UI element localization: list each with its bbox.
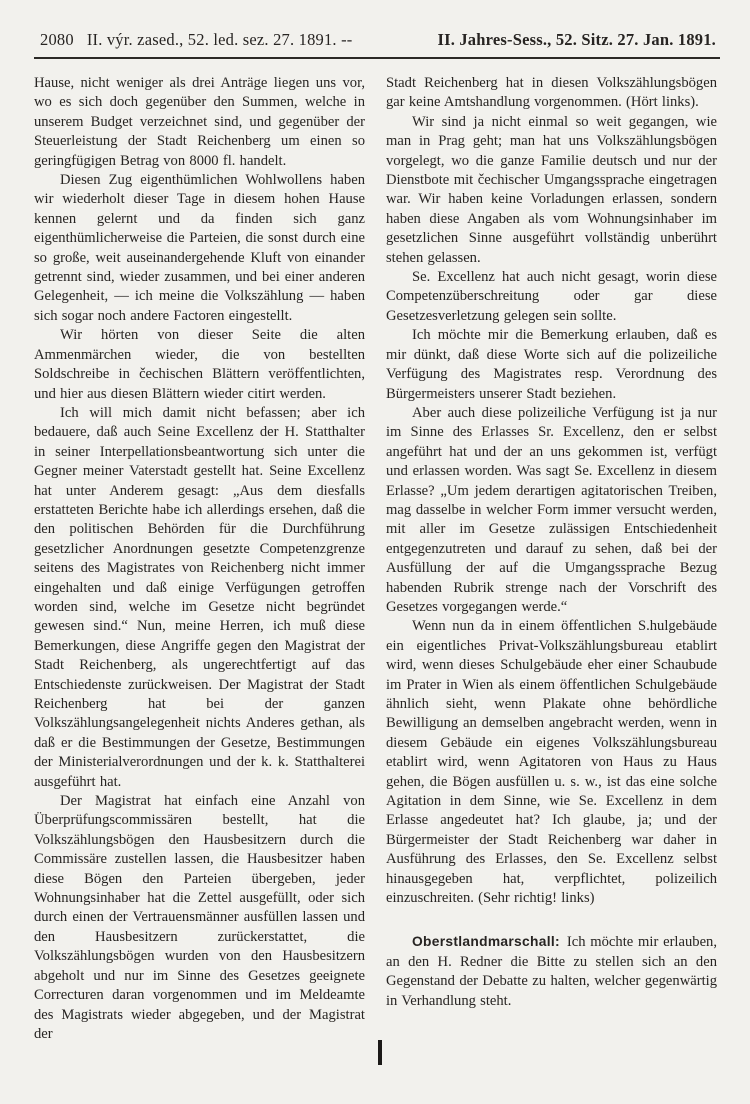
right-column bbox=[386, 74, 717, 1044]
speaker-label: Oberstlandmarschall: bbox=[412, 934, 560, 950]
paragraph: Ich will mich damit nicht befassen; aber ich bedauere, daß auch Seine Excellenz der H. Statthalter in seiner Interpellationsbeantwortung sich unter die Gegner meiner Vaterstadt gestellt hat. Seine Excellenz hat unter Anderem gesagt: „Aus dem diesfalls erstatteten Berichte habe ich allerdings ersehen, daß die den politischen Behörden für die Durchführung gesetzlicher Anordnungen gesetzte Competenzgrenze seitens des Magistrates von Reichenberg nicht immer eingehalten und daß einige Verfügungen getroffen worden sind, welche im Gesetze nicht begründet gewesen sind.“ Nun, meine Herren, ich muß diese Bemerkungen, diese Angriffe gegen den Magistrat der Stadt Reichenberg, als ungerechtfertigt auf das Entschiedenste zurückweisen. Der Magistrat der Stadt Reichenberg hat bei der ganzen Volkszählungsangelegenheit nichts Anderes gethan, als daß er die Bestimmungen der Gesetze, Bestimmungen der Ministerialverordnungen und der k. k. Statthalterei ausgeführt hat. bbox=[34, 404, 365, 790]
paragraph: Se. Excellenz hat auch nicht gesagt, worin diese Competenzüberschreitung oder gar diese Gesetzesverletzung gelegen sein sollte. bbox=[386, 269, 717, 324]
header-german-session: II. Jahres-Sess., 52. Sitz. 27. Jan. 1891. bbox=[437, 30, 716, 49]
paragraph: Der Magistrat hat einfach eine Anzahl von Überprüfungscommissären bestellt, hat die Volkszählungsbögen den Hausbesitzern durch die Commissäre zustellen lassen, die Hausbesitzer haben diese Bögen den Parteien übergeben, jeder Wohnungsinhaber hat die Zettel ausgefüllt, oder sich durch einen der Vertrauensmänner ausfüllen lassen und den Hausbesitzern zurückerstattet, die Volkszählungsbögen wurden von den Hausbesitzern abgeholt und nur im Sinne des Gesetzes geeignete Correcturen daran vorgenommen und im Meldeamte des Magistrats wieder abgegeben, und der Magistrat der bbox=[34, 793, 365, 1042]
paragraph-continuation: Stadt Reichenberg hat in diesen Volkszählungsbögen gar keine Amtshandlung vorgenommen. (Hört links). bbox=[386, 75, 717, 111]
header-czech-session: II. výr. zased., 52. led. sez. 27. 1891. -- bbox=[86, 30, 353, 49]
text-columns bbox=[34, 74, 720, 1044]
page-header bbox=[34, 30, 720, 59]
speaker-text: Ich möchte mir erlauben, an den H. Redner die Bitte zu stellen sich an den Gegenstand der Debatte zu halten, welcher gegenwärtig in Verhandlung steht. bbox=[386, 934, 717, 1009]
paragraph: Diesen Zug eigenthümlichen Wohlwollens haben wir wiederholt dieser Tage in diesem hohen Hause kennen gelernt und da finden sich ganz eigenthümlicherweise die Parteien, die sonst durch eine so große, weit auseinandergehende Kluft von einander getrennt sind, wieder zusammen, und bei einer anderen Gelegenheit, — ich meine die Volkszählung — haben sich sogar noch andere Factoren eingestellt. bbox=[34, 172, 365, 324]
paragraph-continuation: Hause, nicht weniger als drei Anträge liegen uns vor, wo es sich doch gegenüber den Summen, welche in unserem Budget verzeichnet sind, und gegenüber der Steuerleistung der Stadt Reichenberg um einen so geringfügigen Betrag von 8000 fl. handelt. bbox=[34, 75, 365, 169]
printers-mark bbox=[378, 1040, 382, 1065]
paragraph: Wir sind ja nicht einmal so weit gegangen, wie man in Prag geht; man hat uns Volkszählungsbögen vorgelegt, wo die ganze Familie deutsch und nur der Dienstbote mit čechischer Umgangssprache eingetragen war. Wir haben keine Vorladungen erlassen, sondern haben diese Angaben als vom Wohnungsinhaber im gesetzlichen Sinne ausgeführt vollständig unberührt stehen gelassen. bbox=[386, 113, 717, 266]
left-column bbox=[34, 74, 365, 1044]
page-number: 2080 bbox=[40, 30, 74, 49]
header-left-section bbox=[40, 30, 352, 50]
paragraph: Wir hörten von dieser Seite die alten Ammenmärchen wieder, die von bestellten Soldschreibe in čechischen Blättern veröffentlichten, und hier aus diesen Blättern wieder citirt werden. bbox=[34, 327, 365, 402]
paragraph: Ich möchte mir die Bemerkung erlauben, daß es mir dünkt, daß diese Worte sich auf die polizeiliche Verfügung des Magistrates resp. Verordnung des Bürgermeisters unserer Stadt beziehen. bbox=[386, 327, 717, 402]
speaker-paragraph bbox=[386, 932, 717, 1011]
paragraph: Wenn nun da in einem öffentlichen S.hulgebäude ein eigentliches Privat-Volkszählungsbureau etablirt wird, wenn dieses Schulgebäude eher einer Schaubude im Prater in Wien als einem öffentlichen Schulgebäude ähnlich sieht, wenn Plakate ohne behördliche Bewilligung an demselben angebracht werden, wenn in diesem Gebäude ein eigenes Volkszählungsbureau etablirt wird, wenn Agitatoren von Haus zu Haus gehen, die Bögen ausfüllen u. s. w., ist das eine solche Agitation in dem Sinne, wie Se. Excellenz in dem Erlasse angedeutet hat? Ich glaube, ja; und der Bürgermeister der Stadt Reichenberg war daher in Ausführung des Erlasses, den Se. Excellenz selbst hinausgegeben hat, verpflichtet, polizeilich einzuschreiten. (Sehr richtig! links) bbox=[386, 618, 717, 907]
paragraph: Aber auch diese polizeiliche Verfügung ist ja nur im Sinne des Erlasses Sr. Excellenz, den er selbst angeführt hat und der an uns gekommen ist, verfügt und erlassen worden. Was sagt Se. Excellenz in diesem Erlasse? „Um jedem derartigen agitatorischen Treiben, mag dasselbe in welcher Form immer versucht werden, mit aller im Gesetze zulässigen Entschiedenheit entgegenzutreten und darauf zu sehen, daß bei der Ausfüllung der auf die Umgangssprache Bezug habenden Rubrik strenge nach der Vorschrift des Gesetzes vorgegangen werde.“ bbox=[386, 404, 717, 615]
